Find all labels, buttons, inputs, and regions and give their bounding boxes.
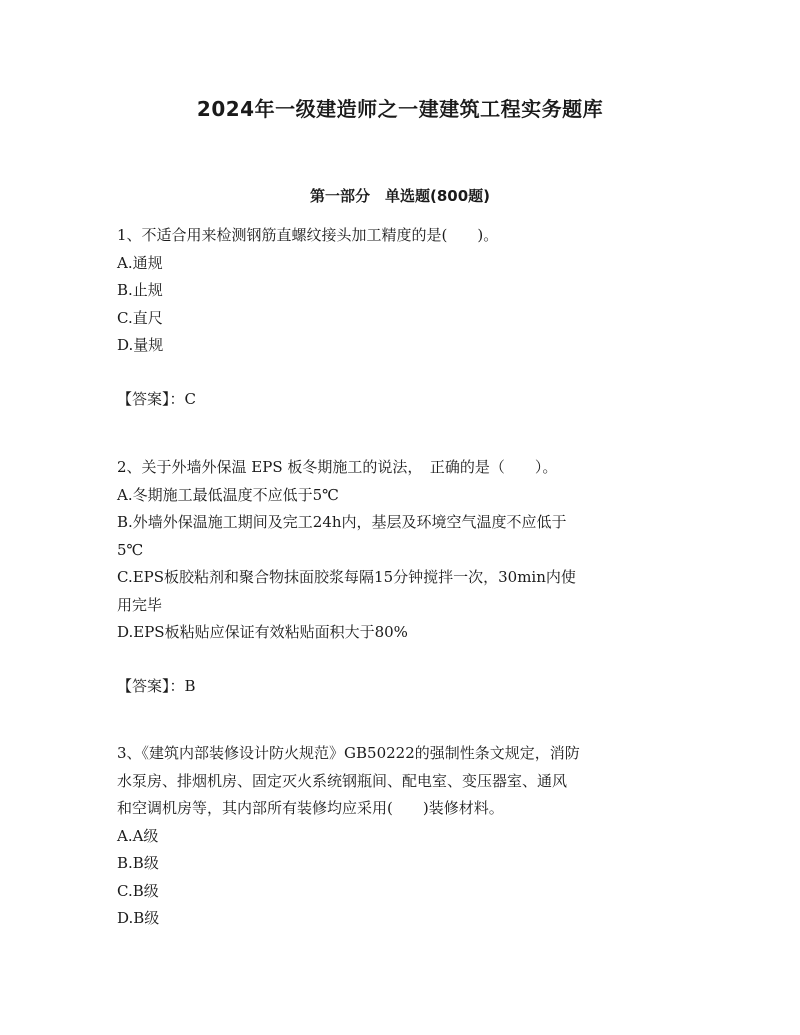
document-title: 2024年一级建造师之一建建筑工程实务题库 [196, 97, 604, 121]
option-d: D.B级 [117, 909, 160, 927]
option-c-continued: 用完毕 [117, 595, 163, 614]
option-b: B.B级 [117, 854, 159, 872]
option-c: C.B级 [117, 881, 159, 900]
option-c: C.直尺 [117, 308, 163, 327]
answer-2 [117, 673, 196, 701]
option-b: B.外墙外保温施工期间及完工24h内，基层及环境空气温度不应低于 [117, 513, 567, 531]
question-1 [117, 222, 677, 360]
option-a: A.A级 [117, 826, 159, 845]
question-stem-line-1: 3、《建筑内部装修设计防火规范》GB50222的强制性条文规定，消防 [117, 744, 580, 762]
answer-1 [117, 386, 196, 414]
option-b: B.止规 [117, 281, 163, 299]
question-2 [117, 454, 677, 647]
option-d: D.EPS板粘贴应保证有效粘贴面积大于80% [117, 623, 408, 641]
question-stem-line-2: 水泵房、排烟机房、固定灭火系统钢瓶间、配电室、变压器室、通风 [117, 771, 568, 790]
question-stem-line-3: 和空调机房等，其内部所有装修均应采用( )装修材料。 [117, 799, 504, 817]
question-stem: 1、不适合用来检测钢筋直螺纹接头加工精度的是( )。 [117, 226, 499, 244]
question-3 [117, 740, 677, 933]
answer-label: 【答案】： [117, 677, 185, 695]
option-c: C.EPS板胶粘剂和聚合物抹面胶浆每隔15分钟搅拌一次，30min内使 [117, 568, 576, 586]
option-a: A.通规 [117, 253, 163, 272]
option-a: A.冬期施工最低温度不应低于5℃ [117, 485, 339, 504]
option-d: D.量规 [117, 336, 164, 354]
section-heading: 第一部分 单选题(800题) [309, 187, 491, 205]
answer-value: C [184, 390, 196, 408]
answer-label: 【答案】： [117, 390, 185, 408]
question-stem: 2、关于外墙外保温 EPS 板冬期施工的说法， 正确的是（ ）。 [117, 458, 558, 476]
answer-value: B [184, 677, 196, 695]
option-b-continued: 5℃ [117, 540, 144, 559]
